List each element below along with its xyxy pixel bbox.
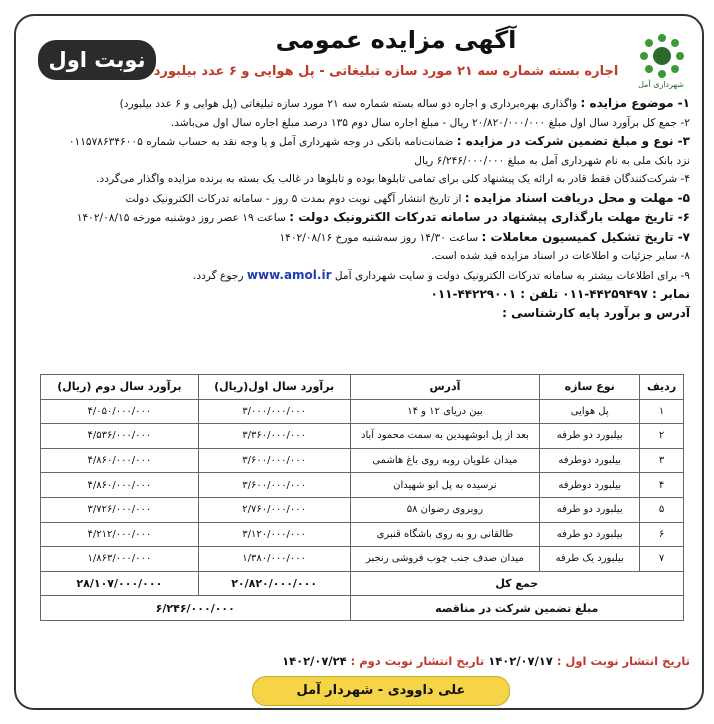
cell-index: ۵ [640, 497, 684, 522]
cell-year1: ۳/۳۶۰/۰۰۰/۰۰۰ [198, 424, 350, 449]
cell-year2: ۱/۸۶۳/۰۰۰/۰۰۰ [41, 547, 199, 572]
header-year1: برآورد سال اول(ریال) [198, 375, 350, 400]
round-badge: نوبت اول [38, 40, 156, 80]
cell-type: بیلبورد یک طرفه [540, 547, 640, 572]
table-title: آدرس و برآورد پایه کارشناسی : [502, 305, 690, 320]
guarantee-row [41, 596, 684, 621]
cell-year2: ۴/۸۶۰/۰۰۰/۰۰۰ [41, 473, 199, 498]
cell-type: بیلبورد دوطرفه [540, 448, 640, 473]
clause-3-continued: نزد بانک ملی به نام شهرداری آمل به مبلغ ۶/۲۴۶/۰۰۰/۰۰۰ ریال [414, 154, 690, 167]
municipality-logo [634, 28, 690, 84]
cell-type: پل هوایی [540, 399, 640, 424]
cell-address: طالقانی رو به روی باشگاه قنبری [350, 522, 540, 547]
clause-3-text: ضمانت‌نامه بانکی در وجه شهرداری آمل و یا وجه نقد به حساب شماره ۰۱۱۵۷۸۶۳۴۶۰۰۵ [68, 136, 454, 148]
logo-caption: شهرداری آمل [638, 80, 684, 89]
clause-3-label: ۳- نوع و مبلغ تضمین شرکت در مزایده : [456, 134, 690, 148]
estimate-table-wrapper [40, 374, 684, 621]
cell-year2: ۴/۵۳۶/۰۰۰/۰۰۰ [41, 424, 199, 449]
cell-index: ۴ [640, 473, 684, 498]
advertisement-sheet [14, 14, 704, 710]
total-year2: ۲۸/۱۰۷/۰۰۰/۰۰۰ [41, 571, 199, 596]
cell-address: میدان صدف جنب چوب فروشی رنجبر [350, 547, 540, 572]
table-row [41, 473, 684, 498]
cell-index: ۶ [640, 522, 684, 547]
table-row [41, 522, 684, 547]
contact-line: نمابر : ۴۴۲۵۹۴۹۷-۰۱۱ تلفن : ۴۴۲۲۹۰۰۱-۰۱۱ [430, 287, 690, 301]
cell-address: میدان علویان روبه روی باغ هاشمی [350, 448, 540, 473]
cell-index: ۱ [640, 399, 684, 424]
clause-6-label: ۶- تاریخ مهلت بارگذاری پیشنهاد در سامانه تدرکات الکترونیک دولت : [289, 210, 690, 224]
cell-index: ۳ [640, 448, 684, 473]
cell-year2: ۴/۲۱۲/۰۰۰/۰۰۰ [41, 522, 199, 547]
clause-6-text: ساعت ۱۹ عصر روز دوشنبه مورخه ۱۴۰۲/۰۸/۱۵ [76, 212, 286, 224]
publication-dates [26, 654, 690, 668]
pub1-label: تاریخ انتشار نوبت اول : [556, 654, 690, 668]
clause-5 [26, 189, 690, 209]
clause-9-end: رجوع گردد. [193, 269, 244, 282]
header-year2: برآورد سال دوم (ریال) [41, 375, 199, 400]
pub1-date: ۱۴۰۲/۰۷/۱۷ [488, 654, 553, 668]
cell-address: بین دریای ۱۲ و ۱۴ [350, 399, 540, 424]
header-type: نوع سازه [540, 375, 640, 400]
cell-year1: ۲/۷۶۰/۰۰۰/۰۰۰ [198, 497, 350, 522]
cell-year1: ۱/۳۸۰/۰۰۰/۰۰۰ [198, 547, 350, 572]
cell-index: ۲ [640, 424, 684, 449]
clause-9 [26, 266, 690, 286]
cell-year2: ۴/۰۵۰/۰۰۰/۰۰۰ [41, 399, 199, 424]
clause-5-text: از تاریخ انتشار آگهی نوبت دوم بمدت ۵ روز - سامانه تدرکات الکترونیک دولت [125, 192, 462, 205]
cell-type: بیلبورد دو طرفه [540, 522, 640, 547]
cell-year1: ۳/۱۲۰/۰۰۰/۰۰۰ [198, 522, 350, 547]
cell-year2: ۳/۷۲۶/۰۰۰/۰۰۰ [41, 497, 199, 522]
estimate-table [40, 374, 684, 621]
page-subtitle: اجاره بسته شماره سه ۲۱ مورد سازه تبلیغاتی - پل هوایی و ۶ عدد بیلبورد [153, 64, 619, 79]
clause-1-text: واگذاری بهره‌برداری و اجاره دو ساله بسته شماره سه ۲۱ مورد سازه تبلیغاتی (پل هوایی و ۶ عدد بیلبورد) [119, 98, 578, 110]
table-row [41, 497, 684, 522]
cell-year1: ۳/۶۰۰/۰۰۰/۰۰۰ [198, 448, 350, 473]
clause-8: ۸- سایر جزئیات و اطلاعات در اسناد مزایده قید شده است. [431, 250, 690, 262]
table-row [41, 424, 684, 449]
cell-year2: ۴/۸۶۰/۰۰۰/۰۰۰ [41, 448, 199, 473]
clause-3 [26, 132, 690, 152]
clause-7 [26, 228, 690, 248]
clause-7-label: ۷- تاریخ تشکیل کمیسیون معاملات : [481, 229, 690, 244]
table-row [41, 547, 684, 572]
header-address: آدرس [350, 375, 540, 400]
guarantee-label: مبلغ تضمین شرکت در مناقصه [350, 596, 683, 621]
cell-year1: ۳/۰۰۰/۰۰۰/۰۰۰ [198, 399, 350, 424]
total-year1: ۲۰/۸۲۰/۰۰۰/۰۰۰ [198, 571, 350, 596]
guarantee-value: ۶/۲۴۶/۰۰۰/۰۰۰ [41, 596, 351, 621]
cell-type: بیلبورد دوطرفه [540, 473, 640, 498]
table-row [41, 448, 684, 473]
total-row [41, 571, 684, 596]
clause-6 [26, 208, 690, 228]
cell-index: ۷ [640, 547, 684, 572]
cell-type: بیلبورد دو طرفه [540, 497, 640, 522]
website-link[interactable]: www.amol.ir [246, 267, 332, 282]
pub2-date: ۱۴۰۲/۰۷/۲۴ [282, 654, 347, 668]
clause-5-label: ۵- مهلت و محل دریافت اسناد مزایده : [464, 190, 690, 205]
cell-address: روبروی رضوان ۵۸ [350, 497, 540, 522]
clause-4: ۴- شرکت‌کنندگان فقط قادر به ارائه یک پیشنهاد کلی برای تمامی تابلوها بوده و تابلوها در غالب یک بسته به برنده مزایده واگذار می‌گردد. [96, 173, 690, 185]
announcement-body [26, 94, 690, 322]
clause-9-text: ۹- برای اطلاعات بیشتر به سامانه تدرکات الکترونیک دولت و سایت شهرداری آمل [334, 269, 690, 282]
clause-2: ۲- جمع کل برآورد سال اول مبلغ ۲۰/۸۲۰/۰۰۰/۰۰۰ ریال - مبلغ اجاره سال دوم ۱۳۵ درصد مبلغ اجاره سال اول می‌باشد. [170, 116, 690, 129]
table-header-row [41, 375, 684, 400]
clause-1 [26, 94, 690, 114]
cell-type: بیلبورد دو طرفه [540, 424, 640, 449]
page-title: آگهی مزایده عمومی [275, 26, 517, 54]
total-label: جمع کل [350, 571, 683, 596]
cell-address: بعد از پل ابوشهیدین به سمت محمود آباد [350, 424, 540, 449]
cell-year1: ۳/۶۰۰/۰۰۰/۰۰۰ [198, 473, 350, 498]
clause-1-label: ۱- موضوع مزایده : [580, 96, 690, 110]
clause-7-text: ساعت ۱۴/۳۰ روز سه‌شنبه مورخ ۱۴۰۲/۰۸/۱۶ [279, 231, 479, 244]
table-row [41, 399, 684, 424]
header-index: ردیف [640, 375, 684, 400]
cell-address: نرسیده به پل ابو شهیدان [350, 473, 540, 498]
flower-logo-icon [634, 28, 690, 84]
signature-banner: علی داوودی - شهردار آمل [252, 676, 510, 706]
pub2-label: تاریخ انتشار نوبت دوم : [350, 654, 485, 668]
